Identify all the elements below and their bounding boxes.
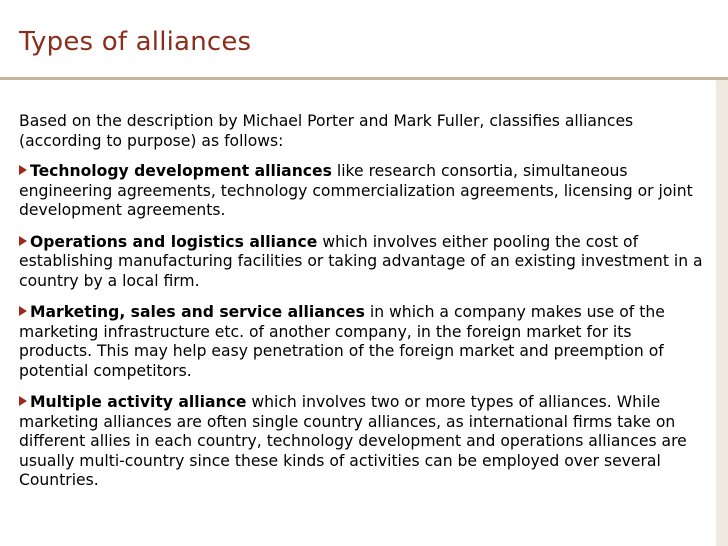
intro-text: Based on the description by Michael Porter and Mark Fuller, classifies alliances (according to purpose) as follows: (19, 112, 634, 150)
list-item-marketing (19, 303, 709, 381)
list-item-term: Marketing, sales and service alliances (30, 303, 365, 321)
list-item-term: Multiple activity alliance (30, 393, 247, 411)
list-item-text: in which a company makes use of the marketing infrastructure etc. of another company, in the foreign market for its products. This may help easy penetration of the foreign market and preemption of potential competitors. (19, 303, 665, 380)
triangle-bullet-icon (19, 236, 27, 246)
slide-title: Types of alliances (19, 27, 252, 57)
list-item-text: which involves either pooling the cost of establishing manufacturing facilities or taking advantage of an existing investment in a country by a local firm. (19, 232, 703, 290)
list-item-multiple (19, 393, 709, 491)
list-item-term: Technology development alliances (30, 162, 332, 180)
slide-body (19, 112, 709, 491)
list-item-text: which involves two or more types of alliances. While marketing alliances are often single country alliances, as international firms take on different allies in each country, technology development and operations alliances are usually multi-country since these kinds of activities can be employed over several Countries. (19, 393, 687, 489)
triangle-bullet-icon (19, 396, 27, 406)
title-divider (0, 77, 728, 80)
list-item-technology (19, 162, 709, 221)
side-accent-bar (716, 80, 728, 546)
triangle-bullet-icon (19, 165, 27, 175)
list-item-term: Operations and logistics alliance (30, 232, 318, 251)
list-item-text: like research consortia, simultaneous engineering agreements, technology commercialization agreements, licensing or joint development agreements. (19, 162, 693, 219)
triangle-bullet-icon (19, 306, 27, 316)
list-item-operations (19, 233, 709, 292)
